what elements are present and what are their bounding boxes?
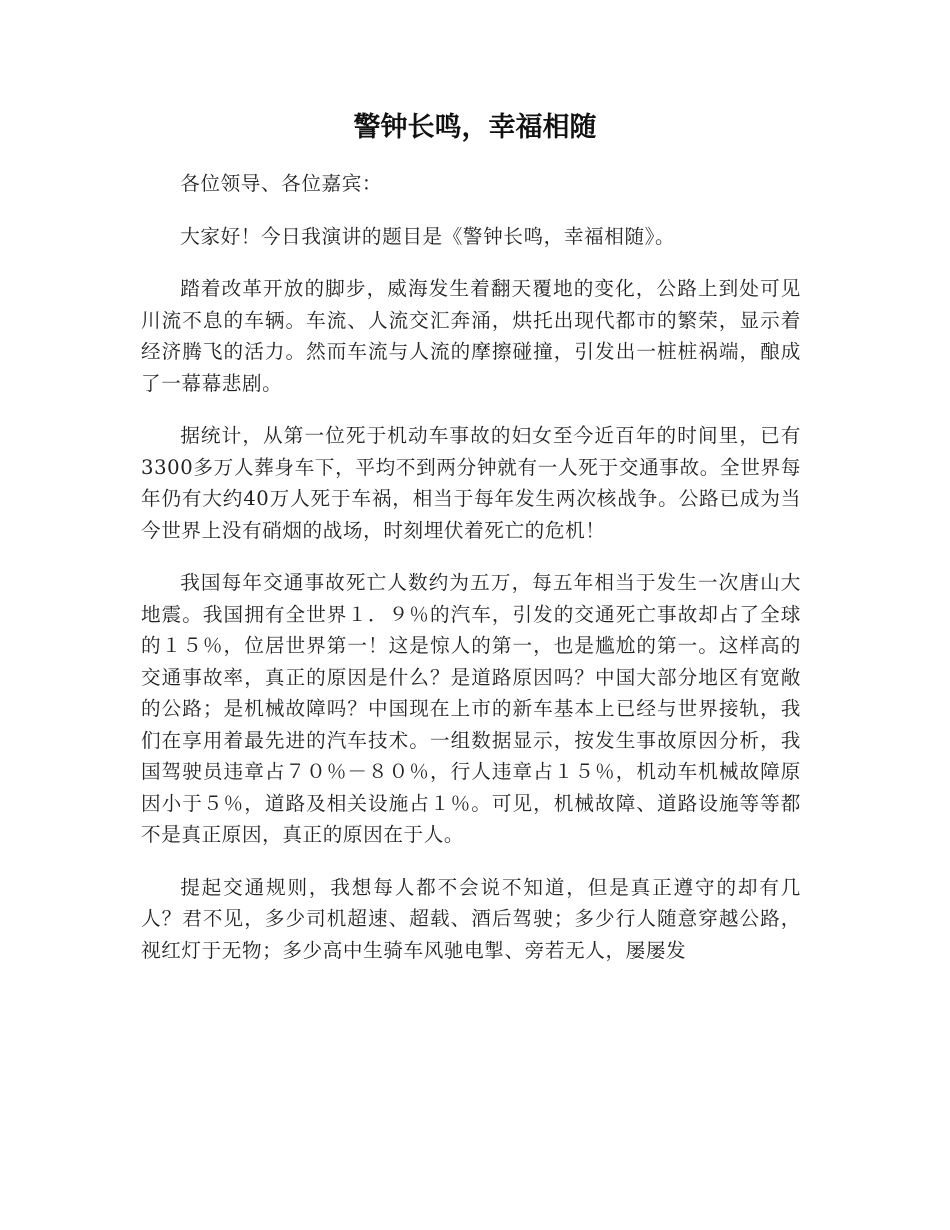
body-paragraph: 提起交通规则，我想每人都不会说不知道，但是真正遵守的却有几人？君不见，多少司机超速、超载、酒后驾驶；多少行人随意穿越公路，视红灯于无物；多少高中生骑车风驰电掣、旁若无人，屡屡发: [141, 875, 801, 962]
salutation-paragraph: 各位领导、各位嘉宾：: [180, 172, 383, 195]
document-title: 警钟长鸣，幸福相随: [353, 112, 597, 143]
body-paragraph: 踏着改革开放的脚步，威海发生着翻天覆地的变化，公路上到处可见川流不息的车辆。车流、人流交汇奔涌，烘托出现代都市的繁荣，显示着经济腾飞的活力。然而车流与人流的摩擦碰撞，引发出一桩桩祸端，酿成了一幕幕悲剧。: [141, 277, 801, 395]
body-paragraph: 我国每年交通事故死亡人数约为五万，每五年相当于发生一次唐山大地震。我国拥有全世界１．９％的汽车，引发的交通死亡事故却占了全球的１５％，位居世界第一！这是惊人的第一，也是尴尬的第一。这样高的交通事故率，真正的原因是什么？是道路原因吗？中国大部分地区有宽敞的公路；是机械故障吗？中国现在上市的新车基本上已经与世界接轨，我们在享用着最先进的汽车技术。一组数据显示，按发生事故原因分析，我国驾驶员违章占７０％－８０％，行人违章占１５％，机动车机械故障原因小于５％，道路及相关设施占１％。可见，机械故障、道路设施等等都不是真正原因，真正的原因在于人。: [141, 571, 801, 846]
body-paragraph: 据统计，从第一位死于机动车事故的妇女至今近百年的时间里，已有3300多万人葬身车下，平均不到两分钟就有一人死于交通事故。全世界每年仍有大约40万人死于车祸，相当于每年发生两次核战争。公路已成为当今世界上没有硝烟的战场，时刻埋伏着死亡的危机！: [141, 424, 801, 542]
greeting-paragraph: 大家好！今日我演讲的题目是《警钟长鸣，幸福相随》。: [180, 224, 676, 248]
document-body: [141, 168, 801, 987]
